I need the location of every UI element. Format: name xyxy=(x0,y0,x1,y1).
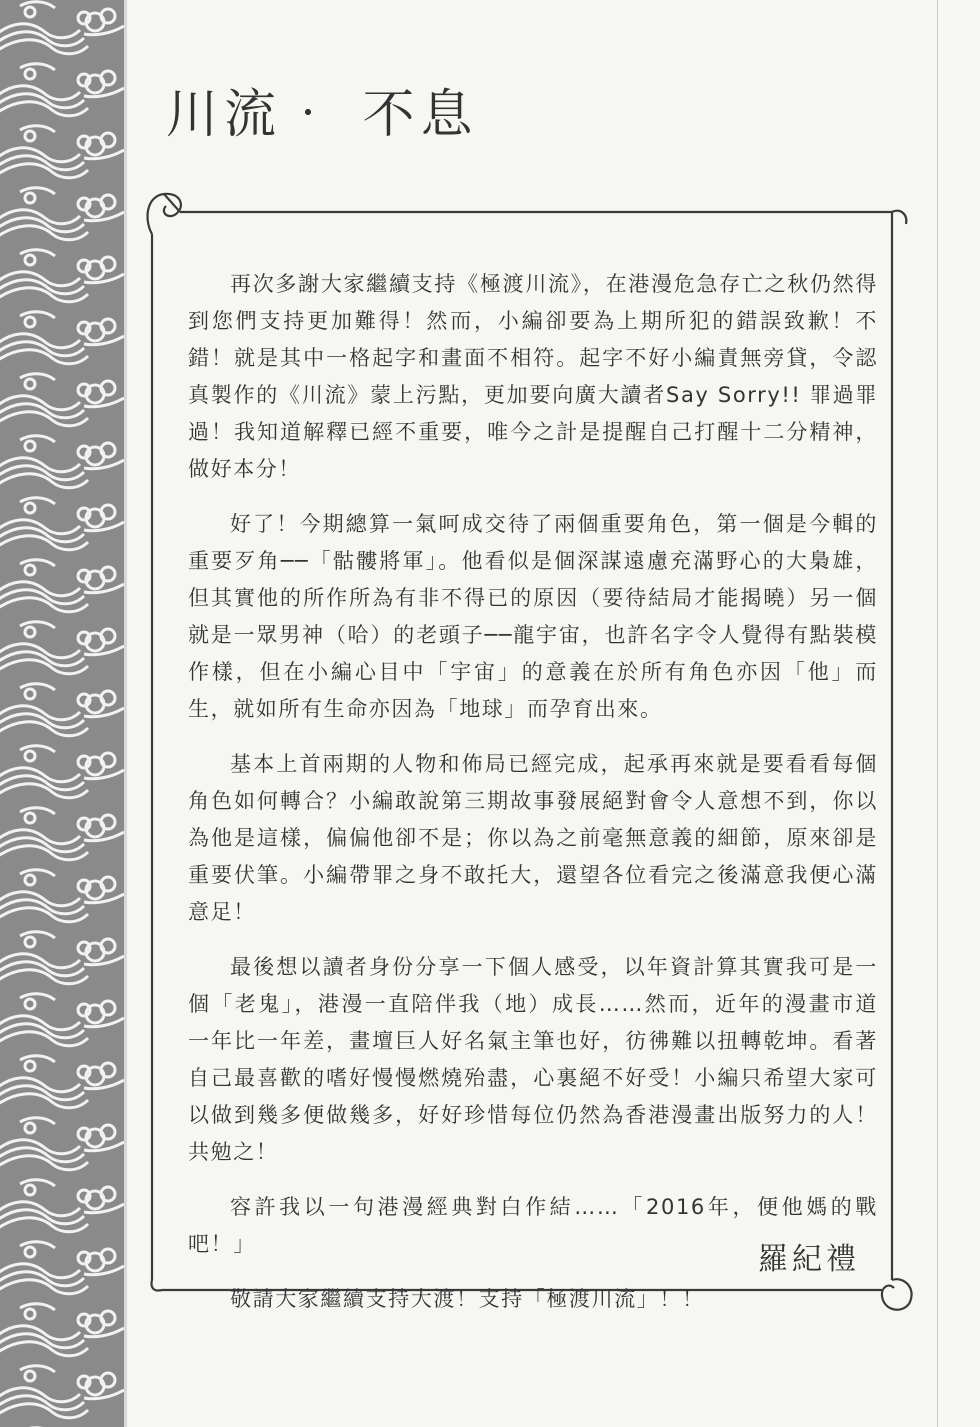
author-signature: 羅紀禮 xyxy=(758,1242,860,1277)
page-title: 川流‧ 不息 xyxy=(166,85,479,145)
paragraph-quote: 容許我以一句港漫經典對白作結……「2016年，便他媽的戰吧！」 xyxy=(188,1195,878,1256)
cloud-wave-pattern-icon xyxy=(0,0,124,1427)
paragraph-closing: 敬請大家繼續支持大渡！支持「極渡川流」！！ xyxy=(230,1287,705,1311)
article-body xyxy=(188,266,878,1332)
page-fold-line xyxy=(937,0,938,1427)
decorative-cloud-wave-border xyxy=(0,0,124,1427)
page-gutter-shadow xyxy=(124,0,127,1427)
paragraph-reader-feelings: 最後想以讀者身份分享一下個人感受，以年資計算其實我可是一個「老鬼」，港漫一直陪伴我（地）成長……然而，近年的漫畫市道一年比一年差，畫壇巨人好名氣主筆也好，彷彿難以扭轉乾坤。看著自己最喜歡的嗜好慢慢燃燒殆盡，心裏絕不好受！小編只希望大家可以做到幾多便做幾多，好好珍惜每位仍然為香港漫畫出版努力的人！共勉之！ xyxy=(188,955,878,1164)
paragraph-characters: 好了！今期總算一氣呵成交待了兩個重要角色，第一個是今輯的重要歹角──「骷髏將軍」。他看似是個深謀遠慮充滿野心的大梟雄，但其實他的所作所為有非不得已的原因（要待結局才能揭曉）另一個就是一眾男神（哈）的老頭子──龍宇宙，也許名字令人覺得有點裝模作樣，但在小編心目中「宇宙」的意義在於所有角色亦因「他」而生，就如所有生命亦因為「地球」而孕育出來。 xyxy=(188,512,878,721)
paragraph-layout: 基本上首兩期的人物和佈局已經完成，起承再來就是要看看每個角色如何轉合？小編敢說第三期故事發展絕對會令人意想不到，你以為他是這樣，偏偏他卻不是；你以為之前毫無意義的細節，原來卻是重要伏筆。小編帶罪之身不敢托大，還望各位看完之後滿意我便心滿意足！ xyxy=(188,752,878,924)
paragraph-apology: 再次多謝大家繼續支持《極渡川流》，在港漫危急存亡之秋仍然得到您們支持更加難得！然而，小編卻要為上期所犯的錯誤致歉！不錯！就是其中一格起字和畫面不相符。起字不好小編責無旁貸，令認真製作的《川流》蒙上污點，更加要向廣大讀者Say Sorry!! 罪過罪過！我知道解釋已經不重要，唯今之計是提醒自己打醒十二分精神，做好本分！ xyxy=(188,272,878,481)
